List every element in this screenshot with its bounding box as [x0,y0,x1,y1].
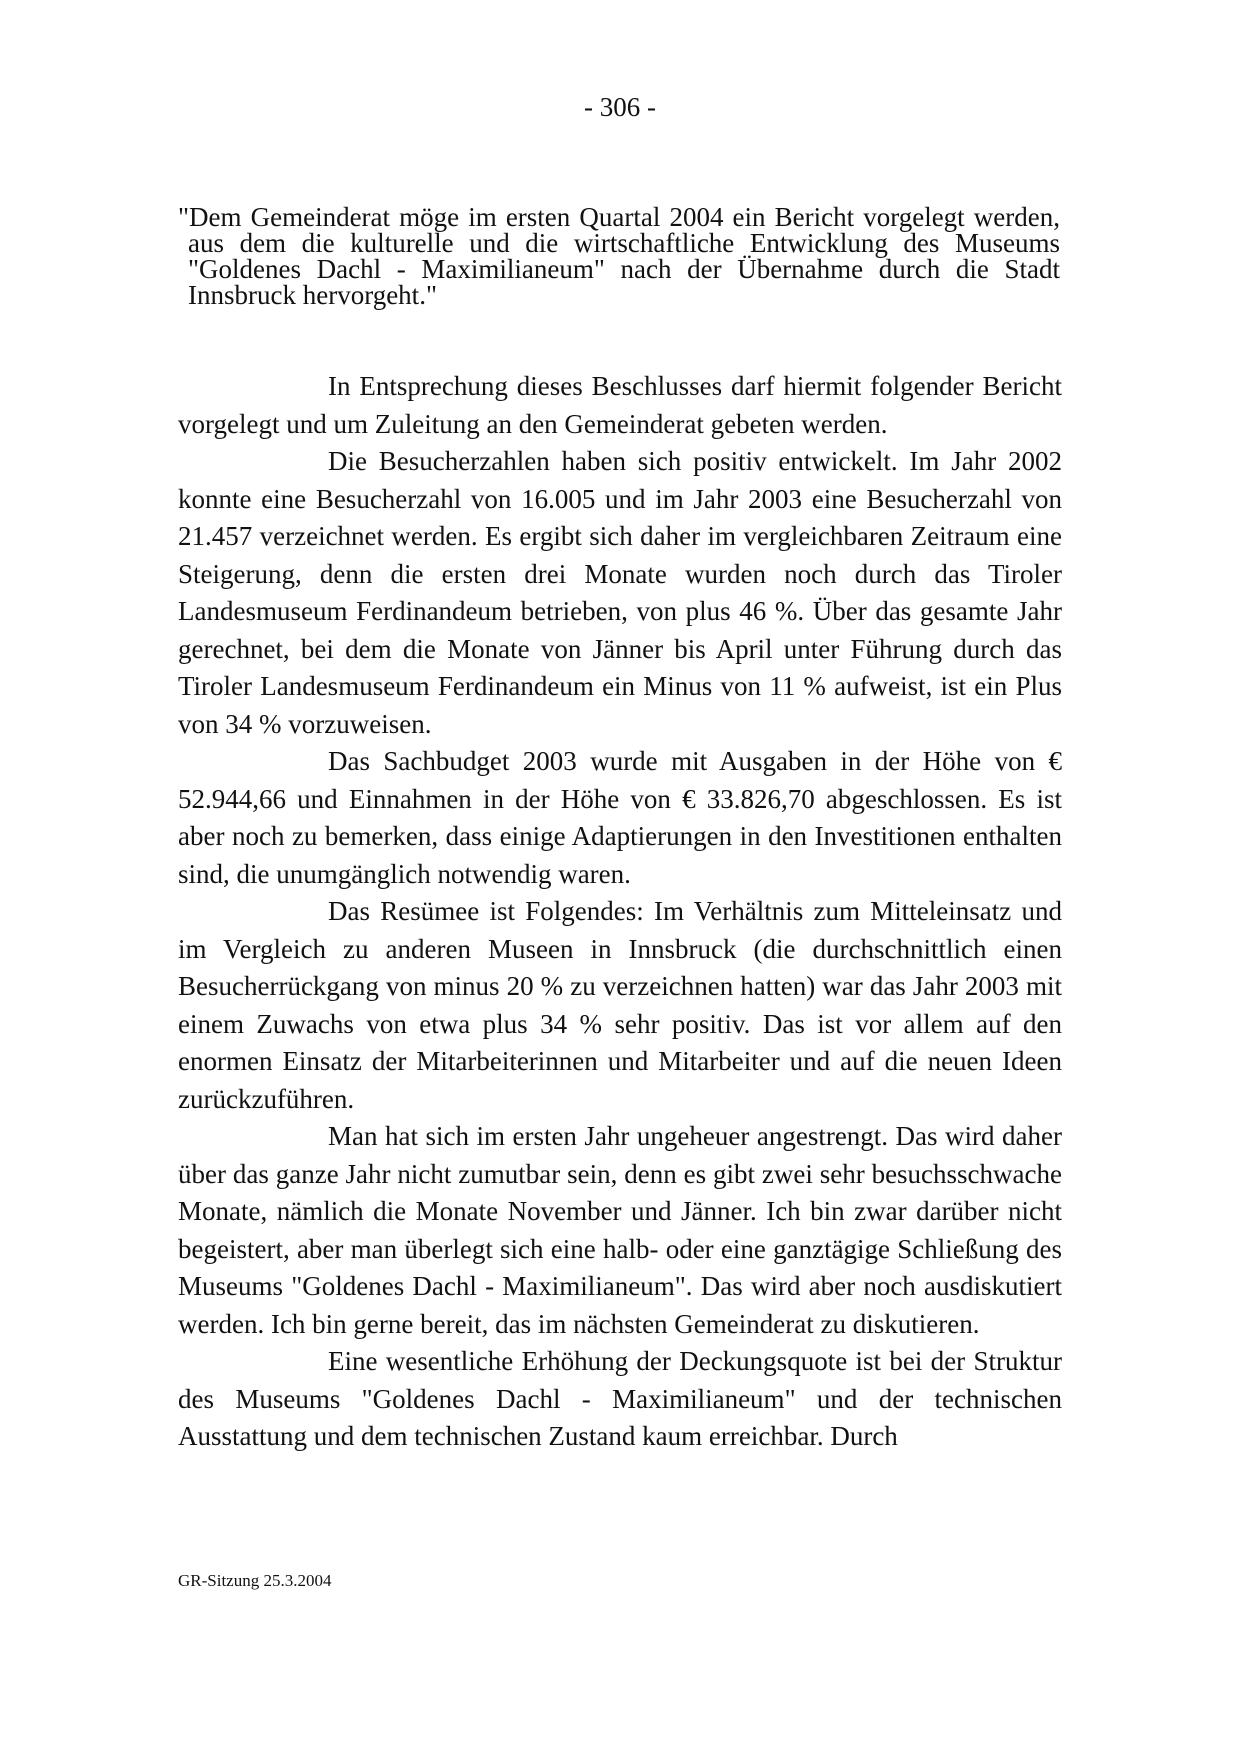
paragraph-coverage-ratio: Eine wesentliche Erhöhung der Deckungsquote ist bei der Struktur des Museums "Goldenes Dachl - Maximilianeum" und der technischen Ausstattung und dem technischen Zustand kaum erreichbar. Durch [178,1346,1062,1451]
paragraph-closing-months: Man hat sich im ersten Jahr ungeheuer angestrengt. Das wird daher über das ganze Jahr nicht zumutbar sein, denn es gibt zwei sehr besuchsschwache Monate, nämlich die Monate November und Jänner. Ich bin zwar darüber nicht begeistert, aber man überlegt sich eine halb- oder eine ganztägige Schließung des Museums "Goldenes Dachl - Maximilianeum". Das wird aber noch ausdiskutiert werden. Ich bin gerne bereit, das im nächsten Gemeinderat zu diskutieren. [178,1121,1062,1339]
page-number: - 306 - [584,92,656,122]
paragraph-budget: Das Sachbudget 2003 wurde mit Ausgaben in der Höhe von € 52.944,66 und Einnahmen in der Höhe von € 33.826,70 abgeschlossen. Es ist aber noch zu bemerken, dass einige Adaptierungen in den Investitionen enthalten sind, die unumgänglich notwendig waren. [178,746,1062,889]
session-footer: GR-Sitzung 25.3.2004 [178,1571,332,1590]
report-body [178,368,1062,1456]
paragraph-visitor-numbers: Die Besucherzahlen haben sich positiv entwickelt. Im Jahr 2002 konnte eine Besucherzahl von 16.005 und im Jahr 2003 eine Besucherzahl von 21.457 verzeichnet werden. Es ergibt sich daher im vergleichbaren Zeitraum eine Steigerung, denn die ersten drei Monate wurden noch durch das Tiroler Landesmuseum Ferdinandeum betrieben, von plus 46 %. Über das gesamte Jahr gerechnet, bei dem die Monate von Jänner bis April unter Führung durch das Tiroler Landesmuseum Ferdinandeum ein Minus von 11 % aufweist, ist ein Plus von 34 % vorzuweisen. [178,446,1062,739]
paragraph-summary: Das Resümee ist Folgendes: Im Verhältnis zum Mitteleinsatz und im Vergleich zu anderen Museen in Innsbruck (die durchschnittlich einen Besucherrückgang von minus 20 % zu verzeichnen hatten) war das Jahr 2003 mit einem Zuwachs von etwa plus 34 % sehr positiv. Das ist vor allem auf den enormen Einsatz der Mitarbeiterinnen und Mitarbeiter und auf die neuen Ideen zurückzuführen. [178,896,1062,1114]
paragraph-report-intro: In Entsprechung dieses Beschlusses darf hiermit folgender Bericht vorgelegt und um Zuleitung an den Gemeinderat gebeten werden. [178,371,1062,439]
resolution-quote-text: "Dem Gemeinderat möge im ersten Quartal 2004 ein Bericht vorgelegt werden, aus dem die kulturelle und die wirtschaftliche Entwicklung des Museums "Goldenes Dachl - Maximilianeum" nach der Übernahme durch die Stadt Innsbruck hervorgeht." [178,202,1060,310]
resolution-quote [178,204,1060,308]
